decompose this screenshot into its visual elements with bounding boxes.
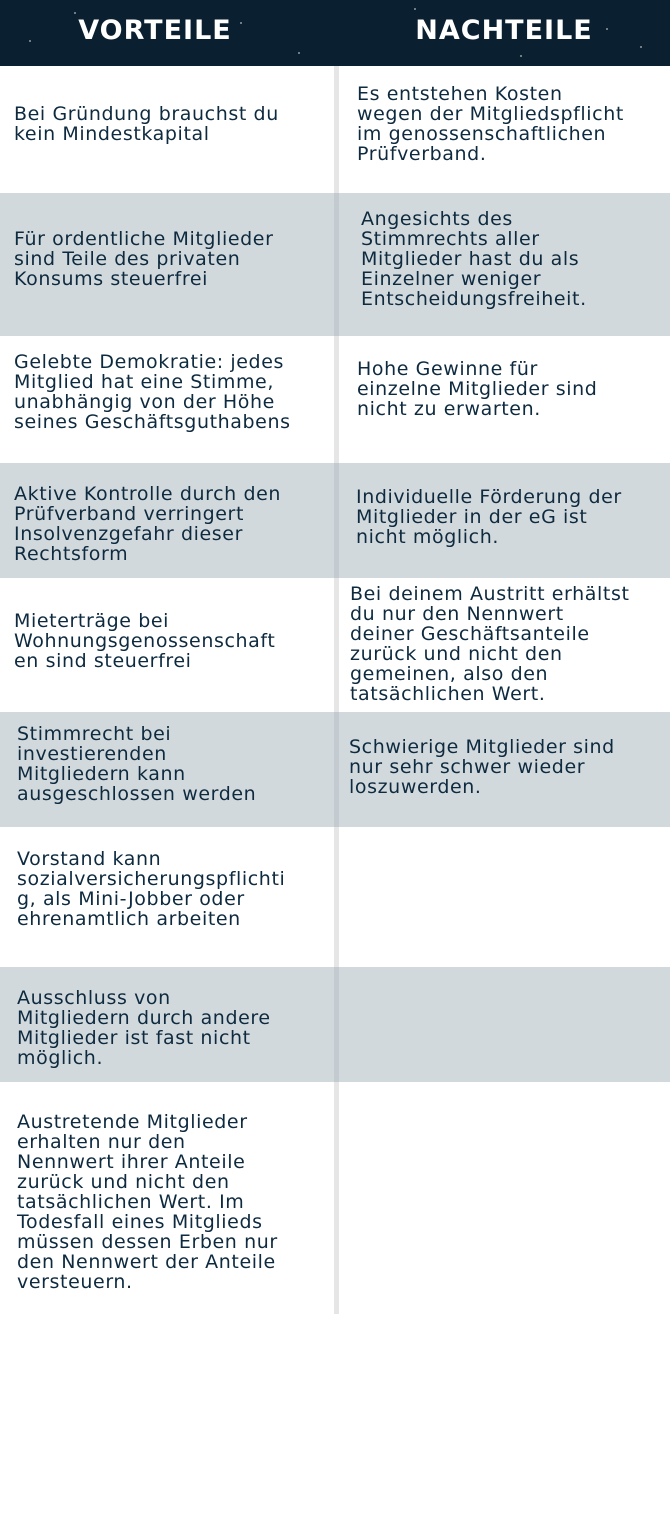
column-divider-shade	[334, 193, 339, 336]
table-header	[0, 0, 670, 66]
column-divider-shade	[334, 712, 339, 827]
disadvantage-cell: Schwierige Mitglieder sind nur sehr schwer wieder loszuwerden.	[349, 736, 615, 798]
disadvantage-cell: Es entstehen Kosten wegen der Mitgliedspflicht im genossenschaftlichen Prüfverband.	[357, 83, 624, 165]
advantage-cell: Bei Gründung brauchst du kein Mindestkapital	[14, 103, 279, 145]
advantage-cell: Austretende Mitglieder erhalten nur den Nennwert ihrer Anteile zurück und nicht den tatsächlichen Wert. Im Todesfall eines Mitglieds müssen dessen Erben nur den Nennwert der Anteile versteuern.	[17, 1111, 278, 1293]
star-decoration	[298, 52, 300, 54]
disadvantage-cell: Bei deinem Austritt erhältst du nur den Nennwert deiner Geschäftsanteile zurück und nicht den gemeinen, also den tatsächlichen Wert.	[350, 583, 630, 705]
advantage-cell: Mieterträge bei Wohnungsgenossenschaft en sind steuerfrei	[14, 610, 276, 672]
star-decoration	[520, 55, 522, 57]
disadvantage-cell: Individuelle Förderung der Mitglieder in der eG ist nicht möglich.	[356, 486, 622, 548]
advantage-cell: Stimmrecht bei investierenden Mitgliedern kann ausgeschlossen werden	[17, 723, 257, 805]
disadvantage-cell: Angesichts des Stimmrechts aller Mitglieder hast du als Einzelner weniger Entscheidungsfreiheit.	[361, 208, 587, 310]
star-decoration	[414, 8, 416, 10]
advantages-column-title: VORTEILE	[78, 15, 232, 46]
advantage-cell: Für ordentliche Mitglieder sind Teile des privaten Konsums steuerfrei	[14, 228, 274, 290]
disadvantages-column-title: NACHTEILE	[415, 15, 593, 46]
advantage-cell: Ausschluss von Mitgliedern durch andere Mitglieder ist fast nicht möglich.	[17, 987, 271, 1069]
column-divider-shade	[334, 967, 339, 1082]
advantage-cell: Vorstand kann sozialversicherungspflichti g, als Mini-Jobber oder ehrenamtlich arbeiten	[17, 848, 286, 930]
column-divider-shade	[334, 463, 339, 578]
disadvantage-cell: Hohe Gewinne für einzelne Mitglieder sind nicht zu erwarten.	[357, 358, 598, 420]
advantage-cell: Gelebte Demokratie: jedes Mitglied hat eine Stimme, unabhängig von der Höhe seines Geschäftsguthabens	[14, 351, 291, 433]
advantage-cell: Aktive Kontrolle durch den Prüfverband verringert Insolvenzgefahr dieser Rechtsform	[14, 483, 282, 565]
